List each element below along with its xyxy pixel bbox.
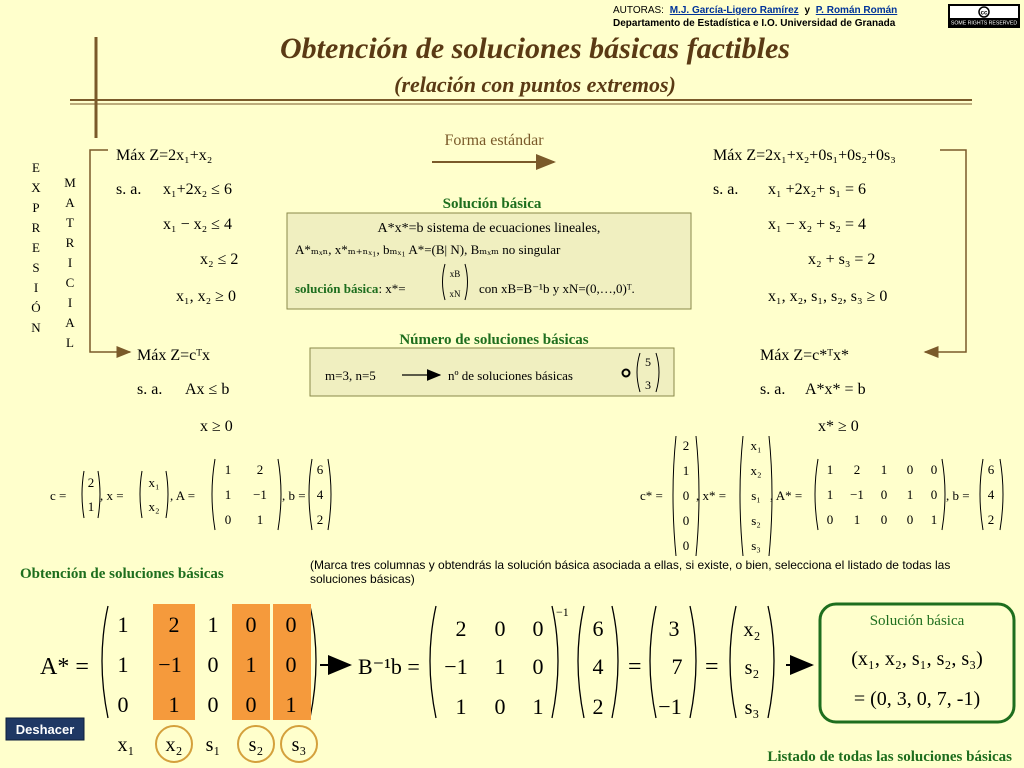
svg-text:N: N [31, 320, 41, 335]
svg-text:1: 1 [245, 652, 257, 677]
svg-text:2: 2 [592, 694, 604, 719]
svg-text:, A =: , A = [170, 488, 196, 503]
svg-text:0: 0 [117, 692, 129, 717]
svg-text:Máx Z=cᵀx: Máx Z=cᵀx [137, 347, 211, 364]
svg-text:6: 6 [987, 462, 995, 477]
svg-text:s. a.: s. a. [760, 381, 786, 398]
svg-text:7: 7 [671, 654, 683, 679]
col-label-s2[interactable]: s₂ [248, 734, 264, 756]
svg-text:1: 1 [87, 499, 95, 514]
svg-text:1: 1 [117, 612, 129, 637]
svg-text:2: 2 [168, 612, 180, 637]
svg-text:2: 2 [87, 475, 95, 490]
svg-text:c* =: c* = [640, 488, 663, 503]
svg-text:1: 1 [285, 692, 297, 717]
num-solutions-box [310, 332, 674, 396]
svg-text:0: 0 [532, 654, 544, 679]
svg-text:0: 0 [682, 538, 690, 553]
svg-text:s₂: s₂ [751, 513, 761, 528]
svg-text:1: 1 [207, 612, 219, 637]
header [613, 4, 1020, 29]
svg-text:s₃: s₃ [744, 697, 760, 719]
svg-text:1: 1 [930, 512, 938, 527]
svg-text:=: = [628, 654, 642, 680]
basic-solution-box [287, 196, 691, 309]
svg-text:R: R [65, 235, 75, 250]
col-label-s1[interactable]: s₁ [205, 734, 221, 756]
matrix-form-std [760, 347, 866, 435]
solution-vars: (x₁, x₂, s₁, s₂, s₃) [851, 648, 983, 670]
svg-text:con xB=B⁻¹b y xN=(0,…,0)ᵀ.: con xB=B⁻¹b y xN=(0,…,0)ᵀ. [479, 281, 635, 296]
column-labels [118, 726, 317, 762]
svg-text:0: 0 [245, 612, 257, 637]
svg-text:A*x* = b: A*x* = b [805, 381, 866, 398]
svg-text:E: E [32, 160, 40, 175]
svg-text:3: 3 [645, 378, 651, 392]
svg-text:0: 0 [494, 694, 506, 719]
svg-text:5: 5 [645, 355, 651, 369]
svg-text:C: C [65, 275, 75, 290]
solution-box [820, 604, 1014, 722]
list-all-solutions-link[interactable]: Listado de todas las soluciones básicas [767, 749, 1012, 765]
svg-text:0: 0 [826, 512, 834, 527]
svg-text:0: 0 [224, 512, 232, 527]
svg-text:s₃: s₃ [751, 538, 761, 553]
svg-text:x₂: x₂ [743, 619, 761, 641]
cc-license-badge[interactable] [948, 4, 1020, 28]
col-label-s3[interactable]: s₃ [291, 734, 307, 756]
svg-text:, b =: , b = [282, 488, 306, 503]
svg-text:x₂: x₂ [148, 499, 160, 514]
label-matricial [64, 175, 76, 350]
page-title: Obtención de soluciones básicas factibles [280, 32, 790, 65]
svg-text:6: 6 [316, 462, 324, 477]
authors-line: AUTORAS: M.J. García-Ligero Ramírez y P. Román Román [613, 5, 898, 16]
svg-text:SOME RIGHTS RESERVED: SOME RIGHTS RESERVED [950, 20, 1018, 27]
svg-text:T: T [66, 215, 74, 230]
svg-text:−1: −1 [253, 487, 267, 502]
svg-text:s₂: s₂ [744, 657, 760, 679]
standard-form-arrow [432, 132, 554, 162]
svg-text:0: 0 [207, 652, 219, 677]
svg-text:X: X [31, 180, 41, 195]
svg-text:−1: −1 [158, 652, 182, 677]
matrix-form [137, 347, 233, 435]
svg-text:2: 2 [455, 616, 467, 641]
std-matrices [640, 436, 1003, 556]
svg-text:0: 0 [880, 512, 888, 527]
solution-values: = (0, 3, 0, 7, -1) [853, 688, 981, 710]
svg-text:Ó: Ó [31, 300, 41, 315]
svg-text:0: 0 [682, 513, 690, 528]
solution-box-title: Solución básica [869, 613, 965, 629]
label-expresion [31, 160, 41, 335]
svg-text:0: 0 [285, 612, 297, 637]
svg-text:c =: c = [50, 488, 67, 503]
svg-text:4: 4 [592, 654, 604, 679]
svg-text:1: 1 [168, 692, 180, 717]
svg-text:x₁ +2x₂+ s₁ = 6: x₁ +2x₂+ s₁ = 6 [768, 181, 867, 198]
page-subtitle: (relación con puntos extremos) [394, 72, 676, 97]
svg-text:P: P [32, 200, 40, 215]
col-label-x1[interactable]: x₁ [117, 734, 135, 756]
svg-text:=: = [705, 654, 719, 680]
svg-text:−1: −1 [658, 694, 682, 719]
svg-text:A*x*=b sistema de ecuaciones l: A*x*=b sistema de ecuaciones lineales, [377, 221, 601, 236]
svg-text:1: 1 [682, 463, 690, 478]
svg-text:x₂: x₂ [750, 463, 762, 478]
svg-text:A: A [65, 315, 75, 330]
svg-text:Deshacer: Deshacer [15, 722, 75, 737]
svg-text:4: 4 [987, 487, 995, 502]
svg-text:1: 1 [853, 512, 861, 527]
svg-text:x₁+2x₂ ≤ 6: x₁+2x₂ ≤ 6 [163, 181, 232, 198]
svg-text:S: S [32, 260, 40, 275]
svg-text:x₁: x₁ [148, 475, 160, 490]
svg-text:1: 1 [532, 694, 544, 719]
svg-text:2: 2 [256, 462, 264, 477]
svg-text:m=3, n=5: m=3, n=5 [325, 368, 376, 383]
svg-text:2: 2 [316, 512, 324, 527]
undo-button[interactable] [6, 718, 84, 740]
right-bracket-arrow [925, 150, 966, 352]
svg-text:cc: cc [980, 10, 988, 17]
svg-text:, x* =: , x* = [696, 488, 727, 503]
svg-text:B⁻¹b =: B⁻¹b = [358, 654, 420, 679]
basic-solution-heading: Solución básica [442, 196, 542, 212]
svg-text:L: L [66, 335, 74, 350]
svg-text:−1: −1 [850, 487, 864, 502]
svg-text:A: A [65, 195, 75, 210]
svg-text:1: 1 [117, 652, 129, 677]
svg-text:x₁: x₁ [750, 438, 762, 453]
svg-text:Máx Z=2x₁+x₂+0s₁+0s₂+0s₃: Máx Z=2x₁+x₂+0s₁+0s₂+0s₃ [713, 147, 896, 164]
svg-text:E: E [32, 240, 40, 255]
svg-text:s. a.: s. a. [713, 181, 739, 198]
svg-text:I: I [33, 280, 39, 295]
svg-text:A*ₘₓₙ, x*ₘ₊ₙₓ₁, bₘₓ₁ A*=(: A*ₘₓₙ, x*ₘ₊ₙₓ₁, bₘₓ₁ A*=(B| N), Bₘₓₘ no singular [295, 242, 561, 257]
title-block [70, 32, 972, 138]
original-problem [116, 147, 238, 305]
svg-text:0: 0 [930, 462, 938, 477]
svg-text:1: 1 [906, 487, 914, 502]
svg-text:0: 0 [880, 487, 888, 502]
svg-text:xB: xB [449, 269, 461, 279]
svg-text:Ax ≤ b: Ax ≤ b [185, 381, 230, 398]
svg-text:3: 3 [668, 616, 680, 641]
svg-text:0: 0 [207, 692, 219, 717]
svg-text:Máx Z=c*ᵀx*: Máx Z=c*ᵀx* [760, 347, 850, 364]
svg-text:s. a.: s. a. [137, 381, 163, 398]
num-solutions-heading: Número de soluciones básicas [399, 332, 589, 348]
svg-text:Máx Z=2x₁+x₂: Máx Z=2x₁+x₂ [116, 147, 213, 164]
standard-form-problem [713, 147, 896, 305]
svg-text:s. a.: s. a. [116, 181, 142, 198]
svg-text:1: 1 [455, 694, 467, 719]
svg-text:0: 0 [532, 616, 544, 641]
svg-text:0: 0 [494, 616, 506, 641]
binv-b-computation [358, 605, 774, 719]
svg-text:x* ≥ 0: x* ≥ 0 [818, 418, 859, 435]
svg-text:x ≥ 0: x ≥ 0 [200, 418, 233, 435]
svg-text:, x =: , x = [100, 488, 124, 503]
svg-text:x₂ ≤ 2: x₂ ≤ 2 [200, 251, 239, 268]
svg-text:I: I [67, 295, 73, 310]
svg-text:4: 4 [316, 487, 324, 502]
svg-text:0: 0 [245, 692, 257, 717]
instructions-text: (Marca tres columnas y obtendrás la solución básica asociada a ellas, si existe, o bien, selecciona el listado de todas las soluciones básicas) [310, 558, 951, 586]
svg-text:x₁, x₂, s₁, s₂, s₃ ≥ 0: x₁, x₂, s₁, s₂, s₃ ≥ 0 [768, 288, 888, 305]
svg-text:2: 2 [853, 462, 861, 477]
svg-text:xN: xN [449, 289, 461, 299]
svg-text:6: 6 [592, 616, 604, 641]
svg-text:−1: −1 [556, 605, 569, 619]
svg-text:, b =: , b = [946, 488, 970, 503]
svg-text:0: 0 [682, 488, 690, 503]
svg-text:1: 1 [224, 462, 232, 477]
svg-text:x₁ − x₂ + s₂ = 4: x₁ − x₂ + s₂ = 4 [768, 216, 867, 233]
svg-text:x₁ − x₂ ≤ 4: x₁ − x₂ ≤ 4 [163, 216, 232, 233]
svg-text:x₁, x₂ ≥ 0: x₁, x₂ ≥ 0 [176, 288, 236, 305]
small-matrices [50, 459, 331, 530]
big-A-matrix [40, 604, 316, 720]
svg-text:0: 0 [285, 652, 297, 677]
svg-text:0: 0 [930, 487, 938, 502]
svg-text:x₂ + s₃ = 2: x₂ + s₃ = 2 [808, 251, 876, 268]
svg-text:solución básica: x*=: solución básica: x*= [295, 281, 406, 296]
svg-text:A* =: A* = [40, 654, 89, 680]
svg-text:1: 1 [494, 654, 506, 679]
svg-text:2: 2 [682, 438, 690, 453]
svg-text:nº de soluciones básicas: nº de soluciones básicas [448, 368, 573, 383]
author2-link[interactable]: P. Román Román [815, 5, 898, 16]
svg-text:M: M [64, 175, 76, 190]
svg-text:0: 0 [906, 512, 914, 527]
svg-text:2: 2 [987, 512, 995, 527]
svg-text:1: 1 [880, 462, 888, 477]
svg-text:1: 1 [256, 512, 264, 527]
department-text: Departamento de Estadística e I.O. Universidad de Granada [613, 18, 896, 29]
svg-text:1: 1 [224, 487, 232, 502]
col-label-x2[interactable]: x₂ [165, 734, 183, 756]
svg-text:1: 1 [826, 487, 834, 502]
svg-text:0: 0 [906, 462, 914, 477]
svg-text:−1: −1 [444, 654, 468, 679]
svg-text:s₁: s₁ [751, 488, 761, 503]
svg-text:R: R [31, 220, 41, 235]
bottom-heading: Obtención de soluciones básicas [20, 566, 224, 582]
svg-text:, A* =: , A* = [770, 488, 803, 503]
author1-link[interactable]: M.J. García-Ligero Ramírez [669, 5, 799, 16]
svg-text:Forma estándar: Forma estándar [444, 132, 544, 149]
svg-text:1: 1 [826, 462, 834, 477]
svg-text:I: I [67, 255, 73, 270]
